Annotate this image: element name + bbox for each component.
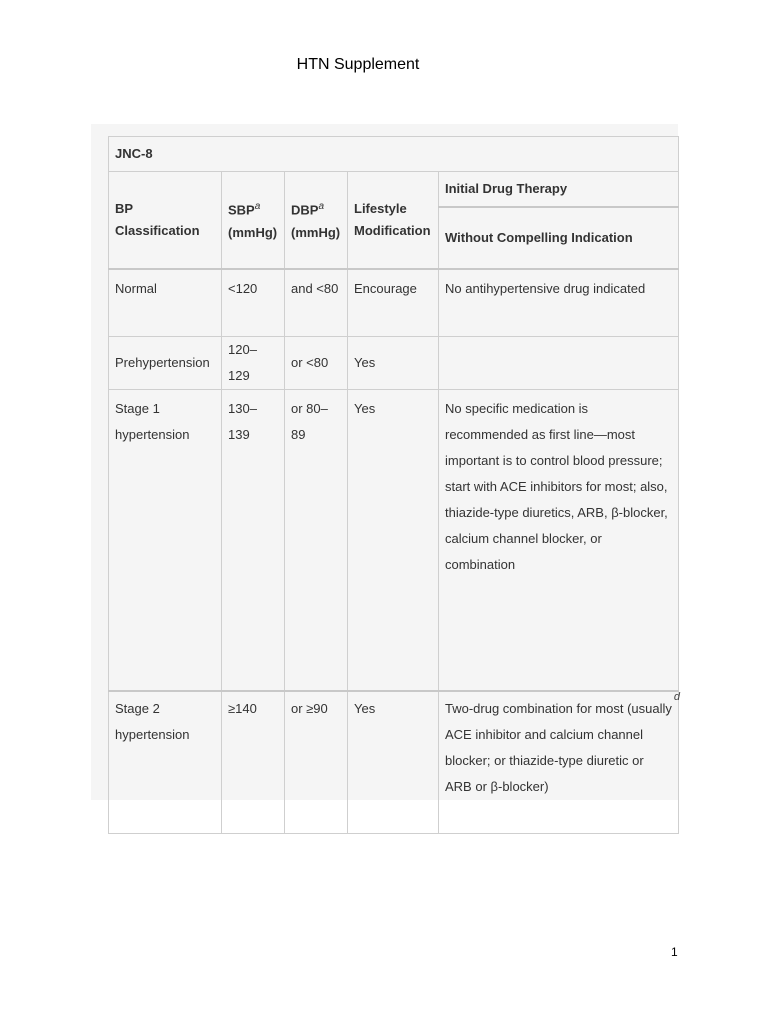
cell-dbp: or 80–89: [285, 390, 348, 692]
cell-sbp: ≥140: [222, 691, 285, 834]
table-row: [109, 269, 679, 337]
table-caption: JNC-8: [109, 137, 679, 172]
dbp-footnote-marker: a: [318, 201, 325, 213]
cell-sbp: 120–129: [222, 337, 285, 390]
cell-dbp: or <80: [285, 337, 348, 390]
cell-dbp: or ≥90: [285, 691, 348, 834]
table-row: [109, 337, 679, 390]
sbp-footnote-marker: a: [254, 201, 261, 213]
cell-classification: Normal: [109, 269, 222, 337]
cell-classification: Stage 2 hypertension: [109, 691, 222, 834]
jnc8-table-image: [91, 124, 681, 800]
table-row: [109, 390, 679, 692]
therapy-text: Two-drug combination for most: [445, 701, 624, 716]
cell-classification: Prehypertension: [109, 337, 222, 390]
cell-sbp: 130–139: [222, 390, 285, 692]
cell-therapy: No antihypertensive drug indicated: [439, 269, 679, 337]
header-initial-drug-therapy: Initial Drug Therapy: [439, 172, 679, 208]
cell-therapy: No specific medication is recommended as first line—most important is to control blood pressure; start with ACE inhibitors for most; also, thiazide-type diuretics, ARB, β-blocker, calcium channel blocker, or combination: [439, 390, 679, 692]
cell-therapy: [439, 691, 679, 834]
cell-classification: Stage 1 hypertension: [109, 390, 222, 692]
cell-lifestyle: Yes: [348, 691, 439, 834]
therapy-footnote-marker: d: [673, 691, 681, 703]
header-dbp: DBP$^a$ (mmHg): [285, 172, 348, 270]
cell-dbp: and <80: [285, 269, 348, 337]
header-sbp: SBP$^a$ (mmHg): [222, 172, 285, 270]
cell-sbp: <120: [222, 269, 285, 337]
therapy-detail: (usually ACE inhibitor and calcium channel blocker; or thiazide-type diuretic or ARB or β-blocker): [445, 701, 672, 794]
header-bp-classification: BP Classification: [109, 172, 222, 270]
jnc8-table: [108, 136, 679, 834]
cell-therapy: [439, 337, 679, 390]
cell-lifestyle: Encourage: [348, 269, 439, 337]
cell-lifestyle: Yes: [348, 337, 439, 390]
header-lifestyle: Lifestyle Modification: [348, 172, 439, 270]
page-number: 1: [671, 945, 678, 959]
table-row: [109, 691, 679, 834]
document-title: HTN Supplement: [296, 56, 420, 73]
cell-lifestyle: Yes: [348, 390, 439, 692]
header-without-compelling: Without Compelling Indication: [439, 207, 679, 269]
